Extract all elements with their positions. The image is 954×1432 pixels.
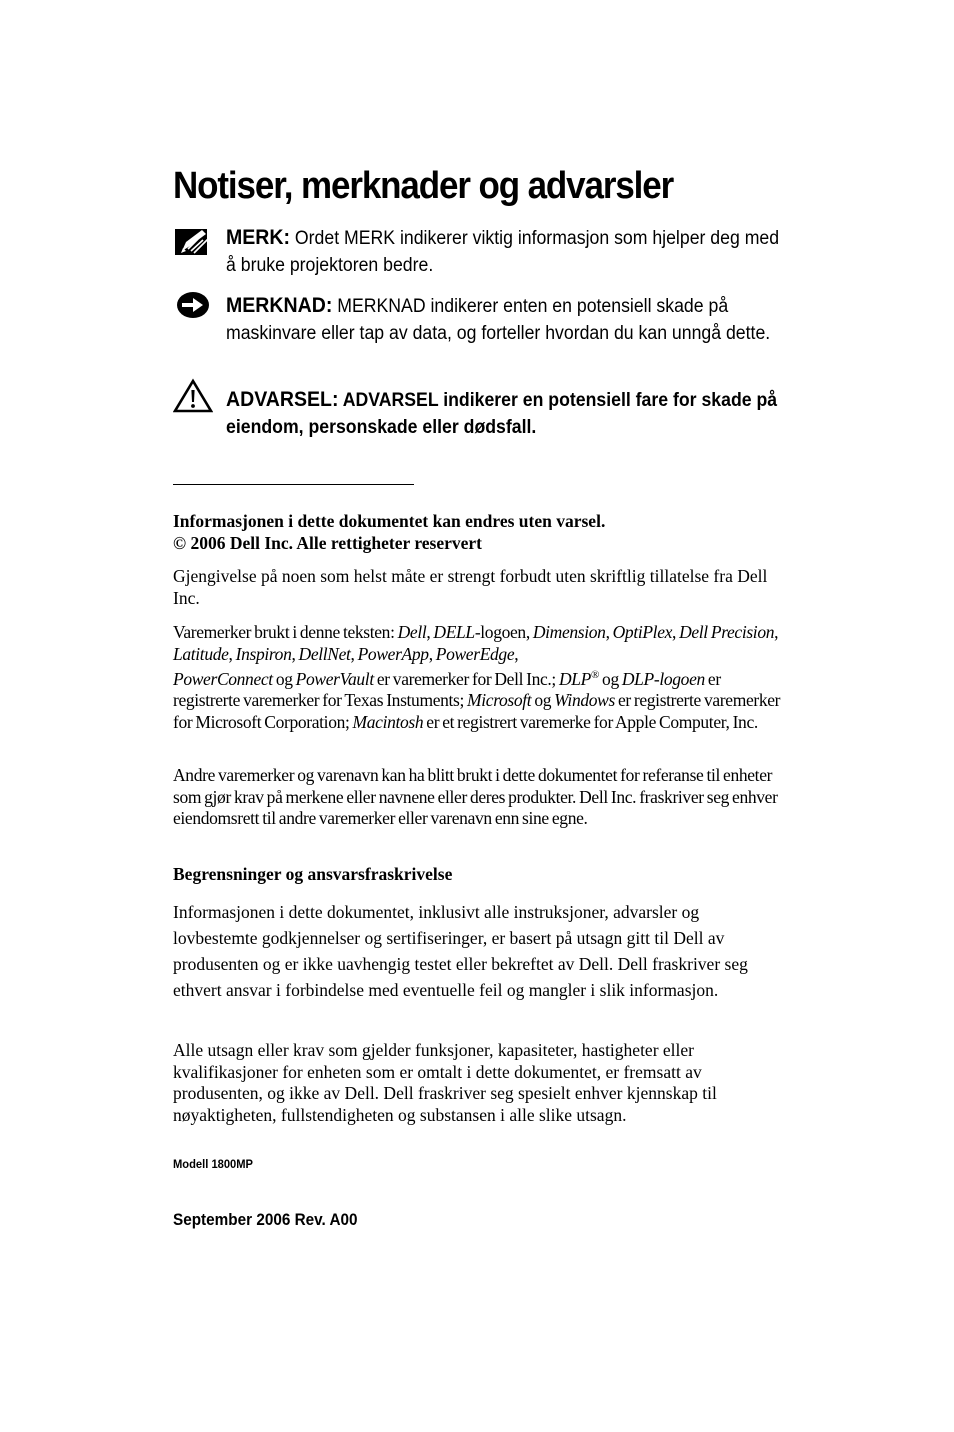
- note-text: Ordet MERK indikerer viktig informasjon som hjelper deg med å bruke projektoren bedre.: [226, 228, 780, 276]
- limitations-heading: Begrensninger og ansvarsfraskrivelse: [173, 864, 453, 884]
- note-block: [173, 224, 783, 280]
- caution-label: ADVARSEL:: [226, 388, 339, 411]
- note-label: MERK:: [226, 226, 291, 249]
- caution-text: ADVARSEL indikerer en potensiell fare for skade på eiendom, personskade eller dødsfall.: [226, 390, 778, 438]
- notice-label: MERKNAD:: [226, 294, 333, 317]
- pencil-note-icon: [173, 226, 213, 262]
- copyright-line: © 2006 Dell Inc. Alle rettigheter reservert: [173, 532, 483, 553]
- date-revision: September 2006 Rev. A00: [173, 1210, 358, 1229]
- claims-paragraph: Alle utsagn eller krav som gjelder funksjoner, kapasiteter, hastigheter eller kvalifikasjoner for enheten som er omtalt i dette dokumentet, er fremsatt av produsenten, og ikke av Dell. Dell fraskriver seg spesielt enhver kjennskap til nøyaktigheten, fullstendigheten og substansen i alle slike utsagn.: [173, 1040, 717, 1125]
- trademarks-paragraph: Varemerker brukt i denne teksten: Dell, DELL-logoen, Dimension, OptiPlex, Dell Precision, Latitude, Inspiron, DellNet, PowerApp, PowerEdge, PowerConnect og PowerVault er varemerker for Dell Inc.; DLP® og DLP-logoen er registrerte varemerker for Texas Instuments; Microsoft og Windows er registrerte varemerker for Microsoft Corporation; Macintosh er et registrert varemerke for Apple Computer, Inc.: [173, 622, 781, 732]
- page-title: Notiser, merknader og advarsler: [173, 165, 674, 207]
- info-line: Informasjonen i dette dokumentet kan endres uten varsel.: [173, 511, 606, 531]
- caution-block: [173, 386, 783, 442]
- warning-triangle-icon: [173, 378, 213, 414]
- notice-block: [173, 292, 783, 372]
- model-number: Modell 1800MP: [173, 1157, 254, 1171]
- notice-text: MERKNAD indikerer enten en potensiell skade på maskinvare eller tap av data, og forteller hvordan du kan unngå dette.: [226, 296, 771, 344]
- arrow-circle-notice-icon: [173, 292, 213, 328]
- other-trademarks-paragraph: Andre varemerker og varenavn kan ha blitt brukt i dette dokumentet for referanse til enheter som gjør krav på merkene eller navnene eller deres produkter. Dell Inc. fraskriver seg enhver eiendomsrett til andre varemerker eller varenavn enn sine egne.: [173, 765, 778, 828]
- reproduction-paragraph: Gjengivelse på noen som helst måte er strengt forbudt uten skriftlig tillatelse fra Dell Inc.: [173, 566, 768, 608]
- limitations-paragraph: Informasjonen i dette dokumentet, inklusivt alle instruksjoner, advarsler og lovbestemte godkjennelser og sertifiseringer, er basert på utsagn gitt til Dell av produsenten og er ikke uavhengig testet eller bekreftet av Dell. Dell fraskriver seg ethvert ansvar i forbindelse med eventuelle feil og mangler i slik informasjon.: [173, 902, 748, 1000]
- separator-rule: [173, 484, 414, 485]
- legal-info: [173, 511, 783, 554]
